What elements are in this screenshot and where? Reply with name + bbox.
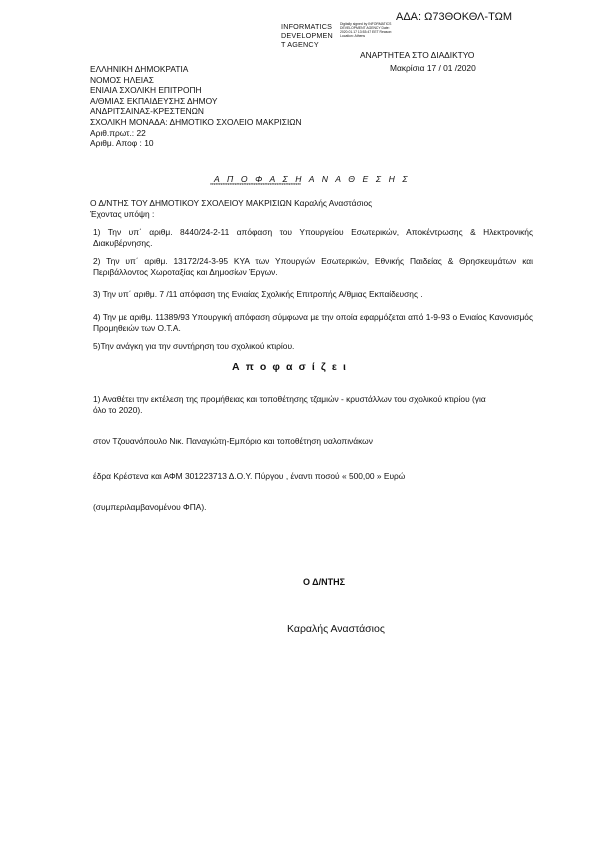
header-line: ΝΟΜΟΣ ΗΛΕΙΑΣ: [90, 74, 154, 85]
consideration-item: 2) Την υπ΄ αριθμ. 13172/24-3-95 ΚΥΑ των Υπουργών Εσωτερικών, Εθνικής Παιδείας & Θρησκευμάτων και Περιβάλλοντος Χωροταξίας και Δημοσίων Έργων.: [93, 256, 533, 277]
intro-director: Ο Δ/ΝΤΗΣ ΤΟΥ ΔΗΜΟΤΙΚΟΥ ΣΧΟΛΕΙΟΥ ΜΑΚΡΙΣΙΩΝ Καραλής Αναστάσιος: [90, 198, 373, 208]
document-header: [90, 64, 302, 149]
logo-line: T AGENCY: [281, 40, 319, 49]
contractor-details: έδρα Κρέστενα και ΑΦΜ 301223713 Δ.Ο.Υ. Πύργου , έναντι ποσού « 500,00 » Ευρώ: [93, 471, 406, 481]
consideration-item: 5)Την ανάγκη για την συντήρηση του σχολικού κτιρίου.: [93, 341, 295, 351]
intro-considering: Έχοντας υπόψη :: [90, 209, 155, 219]
header-line: Α/ΘΜΙΑΣ ΕΚΠΑΙΔΕΥΣΗΣ ΔΗΜΟΥ: [90, 95, 218, 106]
decides-heading: Α π ο φ α σ ί ζ ε ι: [232, 361, 348, 373]
header-line: ΑΝΔΡΙΤΣΑΙΝΑΣ-ΚΡΕΣΤΕΝΩΝ: [90, 106, 204, 117]
header-line: ΕΝΙΑΙΑ ΣΧΟΛΙΚΗ ΕΠΙΤΡΟΠΗ: [90, 85, 202, 96]
protocol-number: Αριθ.πρωτ.: 22: [90, 127, 146, 138]
header-line: ΣΧΟΛΙΚΗ ΜΟΝΑΔΑ: ΔΗΜΟΤΙΚΟ ΣΧΟΛΕΙΟ ΜΑΚΡΙΣΙΩΝ: [90, 116, 302, 127]
decision-number: Αριθμ. Αποφ : 10: [90, 138, 154, 149]
logo-line: DEVELOPMEN: [281, 31, 333, 40]
contractor-line: στον Τζουανόπουλο Νικ. Παναγιώτη-Εμπόριο και τοποθέτηση υαλοπινάκων: [93, 436, 373, 446]
director-title: Ο Δ/ΝΤΗΣ: [303, 577, 346, 587]
digital-signature-stamp: Digitally signed by INFORMATICS DEVELOPMENT AGENCY Date: 2020.01.17 13:53:47 EET Reason: Location: Athens: [340, 22, 393, 38]
header-line: ΕΛΛΗΝΙΚΗ ΔΗΜΟΚΡΑΤΙΑ: [90, 64, 189, 74]
logo-line: INFORMATICS: [281, 22, 333, 31]
decision-title: Α Π Ο Φ Α Σ Η Α Ν Α Θ Ε Σ Η Σ: [214, 174, 411, 184]
consideration-item: 1) Την υπ΄ αριθμ. 8440/24-2-11 απόφαση του Υπουργείου Εσωτερικών, Αποκέντρωσης & Ηλεκτρονικής Διακυβέρνησης.: [93, 227, 533, 248]
consideration-item: 4) Την με αριθμ. 11389/93 Υπουργική απόφαση σύμφωνα με την οποία εφαρμόζεται από 1-9-93 ο Ενιαίος Κανονισμός Προμηθειών των Ο.Τ.Α.: [93, 312, 533, 333]
ada-code: ΑΔΑ: Ω73ΘΟΚΘΛ-ΤΩΜ: [396, 11, 512, 23]
decision-item: 1) Αναθέτει την εκτέλεση της προμήθειας και τοποθέτησης τζαμιών - κρυστάλλων του σχολικού κτιρίου (για όλο το 2020).: [93, 394, 486, 415]
title-underline-stars: ****************************************************: [210, 183, 301, 189]
intro-block: [90, 198, 372, 220]
vat-note: (συμπεριλαμβανομένου ΦΠΑ).: [93, 502, 207, 512]
director-name: Καραλής Αναστάσιος: [287, 623, 385, 635]
signature-logo-text: [281, 22, 333, 49]
consideration-item: 3) Την υπ΄ αριθμ. 7 /11 απόφαση της Ενιαίας Σχολικής Επιτροπής Α/θμιας Εκπαίδευσης .: [93, 289, 423, 299]
document-date: Μακρίσια 17 / 01 /2020: [390, 63, 476, 73]
publish-note: ΑΝΑΡΤΗΤΕΑ ΣΤΟ ΔΙΑΔΙΚΤΥΟ: [360, 50, 475, 60]
